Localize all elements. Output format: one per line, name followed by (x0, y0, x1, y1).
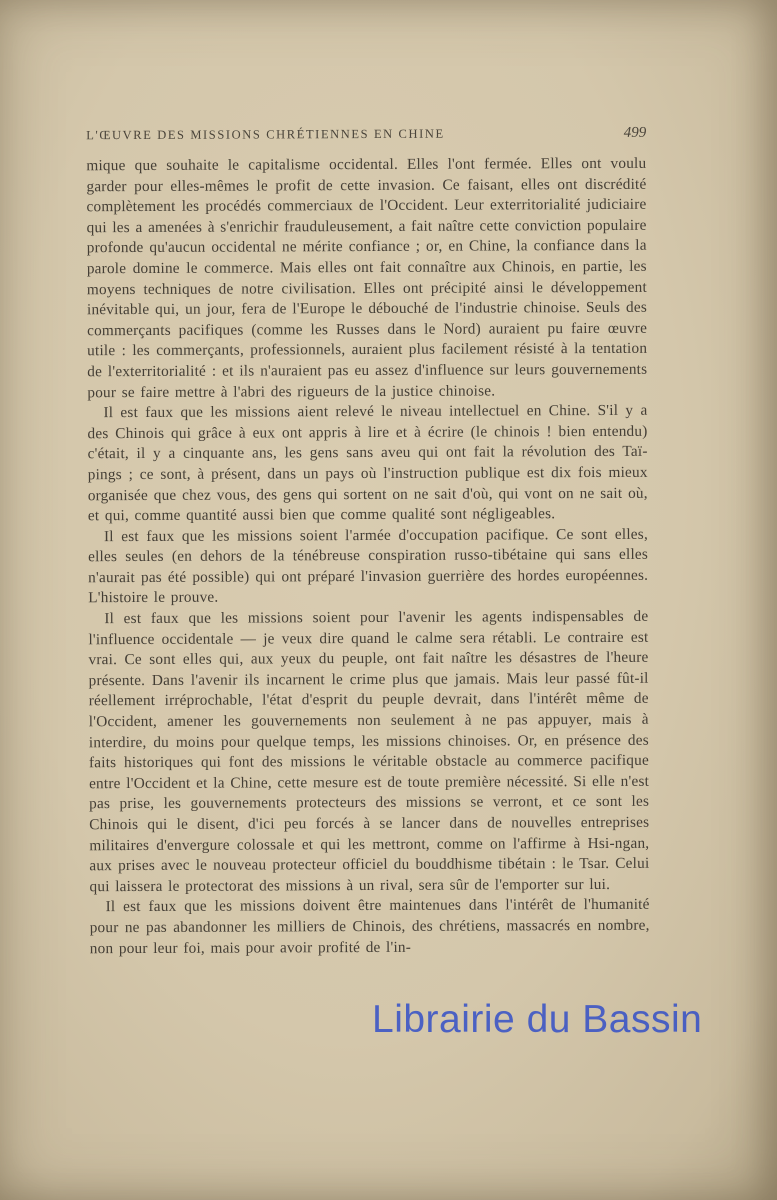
page-content (86, 125, 650, 960)
paragraph: Il est faux que les missions soient pour l'avenir les agents indispensables de l'influence occidentale — je veux dire quand le calme sera rétabli. Le contraire est vrai. Ce sont elles qui, aux yeux du peuple, ont fait naître les désastres de l'heure présente. Dans l'avenir ils incarnent le crime plus que jamais. Mais leur passé fût-il réellement irréprochable, l'état d'esprit du peuple devrait, dans l'intérêt même de l'Occident, amener les gouvernements non seulement à ne pas appuyer, mais à interdire, du moins pour quelque temps, les missions chinoises. Or, en présence des faits historiques qui font des missions le véritable obstacle au commerce pacifique entre l'Occident et la Chine, cette mesure est de toute première nécessité. Si elle n'est pas prise, les gouvernements protecteurs des missions se verront, et ce sont les Chinois qui le disent, d'ici peu forcés à se lancer dans de nouvelles entreprises militaires d'envergure colossale et qui les mettront, comme on l'affirme à Hsi-ngan, aux prises avec le nouveau protecteur officiel du bouddhisme tibétain : le Tsar. Celui qui laissera le protectorat des missions à un rival, sera sûr de l'emporter sur lui. (88, 607, 650, 895)
bookseller-watermark: Librairie du Bassin (372, 998, 703, 1041)
paragraph: Il est faux que les missions soient l'armée d'occupation pacifique. Ce sont elles, elles seules (en dehors de la ténébreuse conspiration russo-tibétaine qui sans elles n'aurait pas été possible) qui ont préparé l'invasion guerrière des hordes européennes. L'histoire le prouve. (88, 525, 649, 607)
paragraph: Il est faux que les missions aient relevé le niveau intellectuel en Chine. S'il y a des Chinois qui grâce à eux ont appris à lire et à écrire (le chinois ! bien entendu) c'était, il y a cinquante ans, les gens sans aveu qui ont fait la révolution des Taï-pings ; ce sont, à présent, dans un pays où l'instruction publique est dix fois mieux organisée que chez vous, des gens qui sortent on ne sait d'où, qui vont on ne sait où, et qui, comme quantité aussi bien que comme qualité sont négligeables. (87, 401, 648, 525)
paragraph: mique que souhaite le capitalisme occidental. Elles l'ont fermée. Elles ont voulu garder pour elles-mêmes le profit de cette invasion. Ce faisant, elles ont discrédité complètement les procédés commerciaux de l'Occident. Leur exterritorialité judiciaire qui les a amenées à s'enrichir frauduleusement, a fait naître cette conviction populaire profonde qu'aucun occidental ne mérite confiance ; or, en Chine, la confiance dans la parole domine le commerce. Mais elles ont fait connaître aux Chinois, en partie, les moyens techniques de notre civilisation. Elles ont précipité ainsi le développement inévitable qui, un jour, fera de l'Europe le débouché de l'industrie chinoise. Seuls des commerçants pacifiques (comme les Russes dans le Nord) auraient pu faire œuvre utile : les commerçants, professionnels, auraient plus facilement résisté à la tentation de l'exterritorialité : et ils n'auraient pas eu assez d'influence sur leurs gouvernements pour se faire mettre à l'abri des rigueurs de la justice chinoise. (86, 154, 648, 401)
paragraph: Il est faux que les missions doivent être maintenues dans l'intérêt de l'humanité pour ne pas abandonner les milliers de Chinois, des chrétiens, massacrés en nombre, non pour leur foi, mais pour avoir profité de l'in- (89, 896, 650, 957)
running-header (86, 125, 646, 144)
page-number: 499 (623, 124, 647, 141)
body-text (86, 154, 649, 960)
header-title: L'ŒUVRE DES MISSIONS CHRÉTIENNES EN CHINE (86, 126, 445, 143)
